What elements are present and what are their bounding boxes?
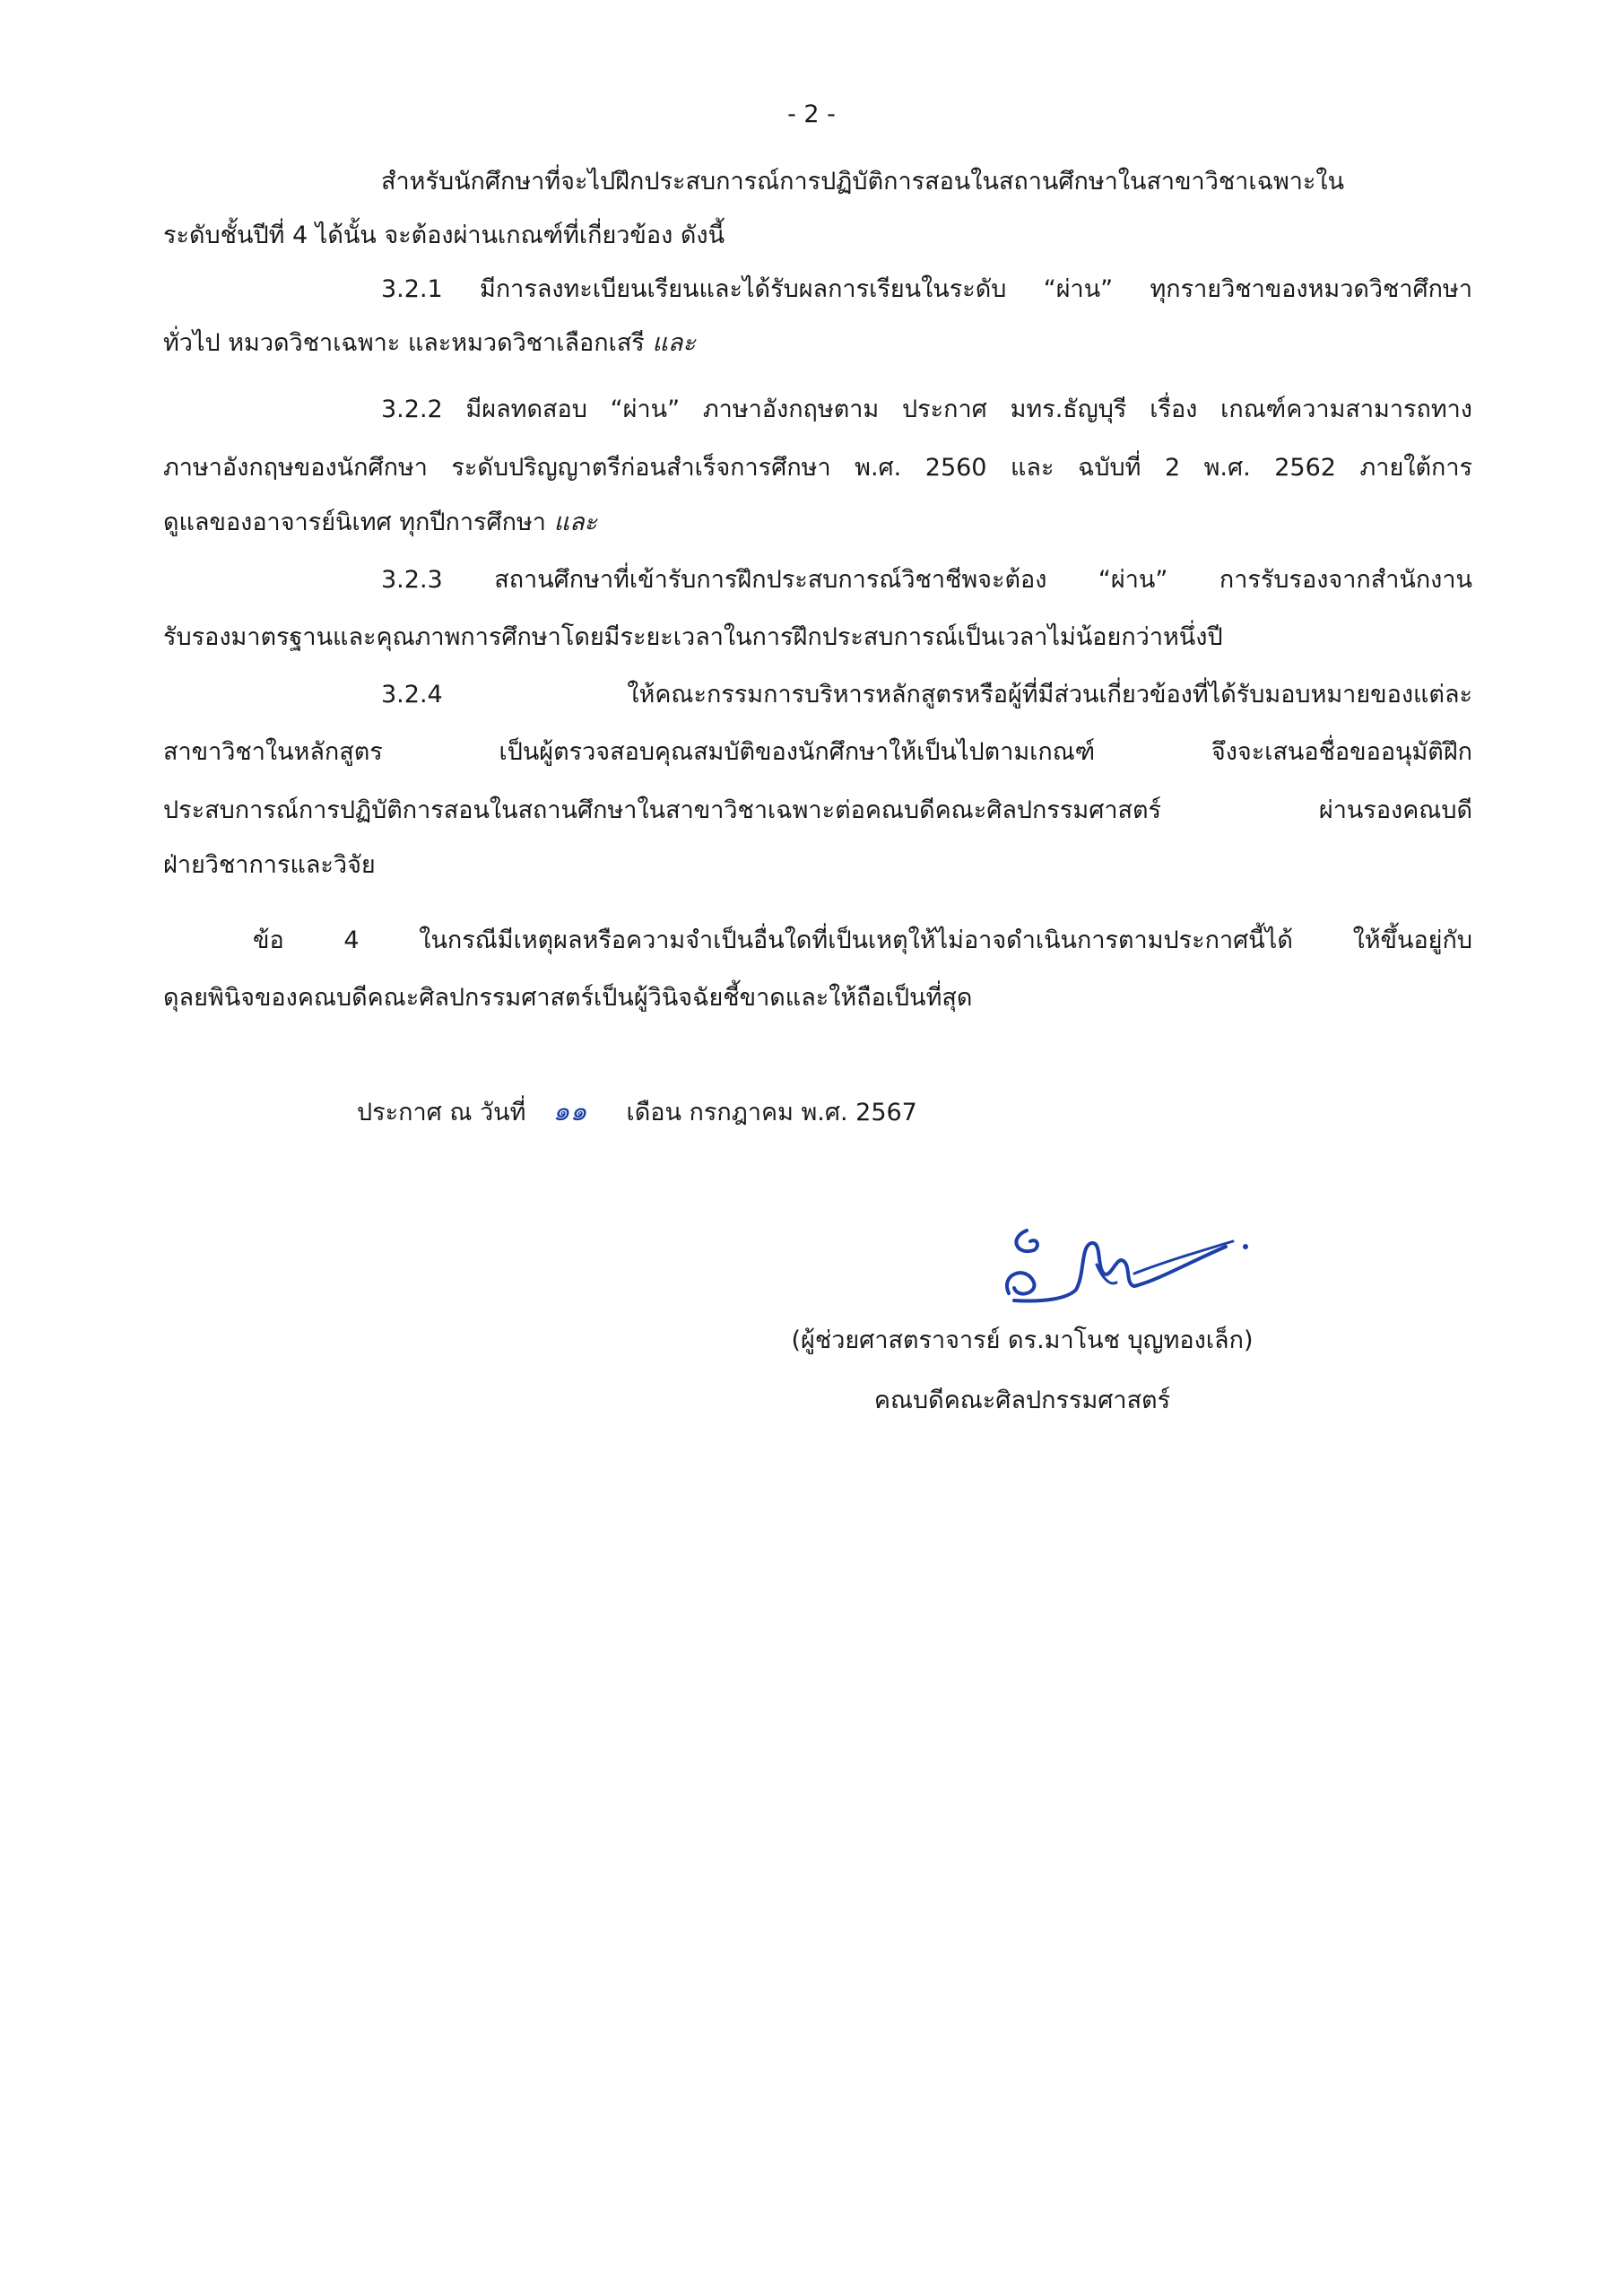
- clause-3-2-2-conjunction: และ: [553, 509, 598, 536]
- handwritten-day: ๑๑: [552, 1096, 587, 1127]
- clause-3-2-4-line-3: ประสบการณ์การปฏิบัติการสอนในสถานศึกษาในสาขาวิชาเฉพาะต่อคณบดีคณะศิลปกรรมศาสตร์ ผ่านรองคณบดี: [163, 796, 1472, 824]
- page-number: - 2 -: [787, 100, 836, 128]
- clause-3-2-1-line-2: [163, 326, 1472, 361]
- clause-3-2-1-text: ทั่วไป หมวดวิชาเฉพาะ และหมวดวิชาเลือกเสรี: [163, 329, 645, 357]
- clause-3-2-2-line-3: [163, 505, 1472, 541]
- clause-3-2-1-line-1: 3.2.1 มีการลงทะเบียนเรียนและได้รับผลการเรียนในระดับ “ผ่าน” ทุกรายวิชาของหมวดวิชาศึกษา: [381, 275, 1472, 303]
- intro-line-1: สำหรับนักศึกษาที่จะไปฝึกประสบการณ์การปฏิบัติการสอนในสถานศึกษาในสาขาวิชาเฉพาะใน: [381, 168, 1345, 196]
- clause-3-2-3-line-2: รับรองมาตรฐานและคุณภาพการศึกษาโดยมีระยะเวลาในการฝึกประสบการณ์เป็นเวลาไม่น้อยกว่าหนึ่งปี: [163, 623, 1223, 651]
- signatory-position: คณบดีคณะศิลปกรรมศาสตร์: [873, 1387, 1171, 1414]
- clause-3-2-4-line-2: สาขาวิชาในหลักสูตร เป็นผู้ตรวจสอบคุณสมบัติของนักศึกษาให้เป็นไปตามเกณฑ์ จึงจะเสนอชื่อขออนุมัติฝึก: [163, 738, 1472, 766]
- signatory-name: (ผู้ช่วยศาสตราจารย์ ดร.มาโนช บุญทองเล็ก): [791, 1326, 1254, 1354]
- announcement-date: [357, 1094, 917, 1131]
- clause-3-2-3-line-1: 3.2.3 สถานศึกษาที่เข้ารับการฝึกประสบการณ์วิชาชีพจะต้อง “ผ่าน” การรับรองจากสำนักงาน: [381, 566, 1472, 594]
- clause-3-2-2-line-1: 3.2.2 มีผลทดสอบ “ผ่าน” ภาษาอังกฤษตาม ประกาศ มทร.ธัญบุรี เรื่อง เกณฑ์ความสามารถทาง: [381, 396, 1472, 423]
- intro-line-2: ระดับชั้นปีที่ 4 ได้นั้น จะต้องผ่านเกณฑ์ที่เกี่ยวข้อง ดังนี้: [163, 222, 725, 249]
- clause-4-line-1: ข้อ 4 ในกรณีมีเหตุผลหรือความจำเป็นอื่นใดที่เป็นเหตุให้ไม่อาจดำเนินการตามประกาศนี้ได้ ให้ขึ้นอยู่กับ: [253, 926, 1472, 954]
- clause-3-2-2-line-2: ภาษาอังกฤษของนักศึกษา ระดับปริญญาตรีก่อนสำเร็จการศึกษา พ.ศ. 2560 และ ฉบับที่ 2 พ.ศ. 2562 ภายใต้การ: [163, 454, 1472, 482]
- announcement-month-year: เดือน กรกฎาคม พ.ศ. 2567: [626, 1099, 917, 1126]
- clause-3-2-2-text: ดูแลของอาจารย์นิเทศ ทุกปีการศึกษา: [163, 509, 546, 536]
- clause-3-2-1-conjunction: และ: [652, 329, 696, 357]
- signature-image: [991, 1211, 1260, 1318]
- clause-3-2-4-line-4: ฝ่ายวิชาการและวิจัย: [163, 851, 376, 879]
- clause-4-line-2: ดุลยพินิจของคณบดีคณะศิลปกรรมศาสตร์เป็นผู้วินิจฉัยชี้ขาดและให้ถือเป็นที่สุด: [163, 984, 973, 1012]
- clause-3-2-4-line-1: 3.2.4 ให้คณะกรรมการบริหารหลักสูตรหรือผู้ที่มีส่วนเกี่ยวข้องที่ได้รับมอบหมายของแต่ละ: [381, 681, 1472, 709]
- announcement-label: ประกาศ ณ วันที่: [357, 1099, 526, 1126]
